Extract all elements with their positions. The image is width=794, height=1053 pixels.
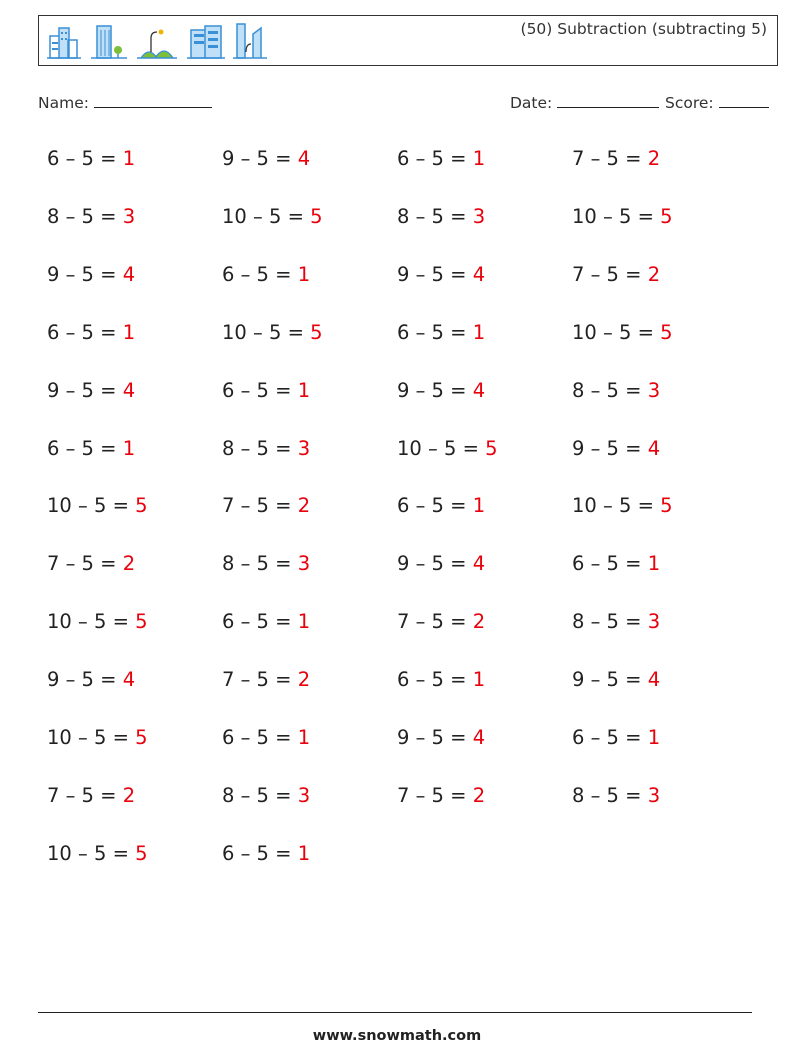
problem-item [397,205,485,228]
problem-item [47,784,135,807]
apartment-block-icon [187,22,225,60]
problem-question: 6 – 5 = [222,841,298,865]
problem-item [397,726,485,749]
problem-answer: 1 [647,726,661,749]
problem-item [47,147,135,170]
score-label: Score: [665,94,714,112]
problem-item [572,147,660,170]
problem-question: 9 – 5 = [397,378,473,402]
problem-item [47,437,135,460]
problem-question: 6 – 5 = [47,320,123,344]
problem-answer: 3 [122,204,136,228]
problem-question: 8 – 5 = [572,783,648,807]
city-building-icon [47,22,81,60]
problem-question: 7 – 5 = [397,783,473,807]
problem-question: 6 – 5 = [222,378,298,402]
problem-question: 10 – 5 = [572,494,661,518]
problem-item [572,552,660,575]
problem-question: 7 – 5 = [572,147,648,170]
problem-answer: 3 [297,436,311,460]
date-blank[interactable] [557,93,659,108]
problem-question: 10 – 5 = [47,841,136,865]
problem-question: 9 – 5 = [47,668,123,692]
problem-question: 10 – 5 = [47,494,136,518]
problem-question: 6 – 5 = [572,552,648,576]
problem-question: 7 – 5 = [47,783,123,807]
problem-answer: 1 [297,378,311,402]
problem-answer: 2 [122,783,136,807]
problem-item [47,552,135,575]
problem-answer: 5 [660,494,673,518]
problem-answer: 1 [647,552,661,576]
problem-answer: 3 [647,378,661,402]
problem-item [47,379,135,402]
problem-question: 8 – 5 = [572,378,648,402]
problem-item [222,147,310,170]
problem-question: 6 – 5 = [47,147,123,170]
problem-item [222,263,310,286]
problem-question: 6 – 5 = [397,494,473,518]
name-field[interactable] [38,93,212,112]
problem-question: 10 – 5 = [572,204,661,228]
problem-item [572,321,673,344]
problem-item [47,610,148,633]
problem-item [47,205,135,228]
problem-item [397,321,485,344]
problem-item [222,494,310,517]
problem-answer: 4 [472,378,486,402]
skyscrapers-icon [233,22,267,60]
problem-question: 8 – 5 = [222,783,298,807]
problem-item [397,147,485,170]
score-field[interactable] [665,93,769,112]
problem-question: 10 – 5 = [572,320,661,344]
problem-question: 7 – 5 = [397,610,473,634]
problem-answer: 1 [297,841,311,865]
problem-item [397,494,485,517]
problem-answer: 5 [310,320,323,344]
date-field[interactable] [510,93,659,112]
problem-answer: 1 [472,494,486,518]
problem-item [572,379,660,402]
problem-item [572,437,660,460]
problem-question: 10 – 5 = [47,610,136,634]
worksheet-header [38,15,778,66]
problem-answer: 3 [647,610,661,634]
problem-item [47,668,135,691]
problem-question: 6 – 5 = [222,262,298,286]
date-label: Date: [510,94,553,112]
problem-answer: 2 [472,610,486,634]
problem-question: 10 – 5 = [222,320,311,344]
problem-answer: 5 [660,204,673,228]
problem-question: 7 – 5 = [222,494,298,518]
problem-question: 7 – 5 = [222,668,298,692]
problem-question: 8 – 5 = [222,552,298,576]
problem-question: 6 – 5 = [397,668,473,692]
problem-answer: 2 [472,783,486,807]
problem-item [222,726,310,749]
problem-answer: 1 [297,726,311,749]
problem-question: 6 – 5 = [397,320,473,344]
problem-item [397,610,485,633]
problem-item [222,379,310,402]
problem-answer: 1 [472,668,486,692]
footer-url: www.snowmath.com [312,1028,482,1044]
problem-answer: 4 [122,668,136,692]
problem-answer: 4 [472,726,486,749]
problem-item [572,668,660,691]
problem-item [47,842,148,865]
problem-question: 6 – 5 = [222,726,298,749]
problem-answer: 1 [122,320,136,344]
office-tower-icon [91,22,127,60]
problem-answer: 3 [297,552,311,576]
problem-answer: 1 [122,436,136,460]
problem-answer: 3 [472,204,486,228]
problem-question: 9 – 5 = [47,262,123,286]
problem-answer: 1 [297,610,311,634]
problem-item [222,784,310,807]
problem-answer: 1 [297,262,311,286]
problem-question: 9 – 5 = [572,668,648,692]
problem-answer: 4 [122,378,136,402]
problem-item [397,437,498,460]
problem-answer: 5 [135,494,148,518]
problem-item [397,263,485,286]
problem-question: 7 – 5 = [47,552,123,576]
problem-question: 8 – 5 = [572,610,648,634]
problem-item [397,552,485,575]
problem-item [572,263,660,286]
problem-answer: 1 [472,320,486,344]
problem-question: 9 – 5 = [572,436,648,460]
problem-answer: 5 [135,610,148,634]
problem-answer: 4 [647,668,661,692]
problem-question: 9 – 5 = [222,147,298,170]
footer-divider [38,1012,752,1013]
score-blank[interactable] [719,93,769,108]
problem-question: 9 – 5 = [47,378,123,402]
problem-item [397,668,485,691]
problem-question: 8 – 5 = [222,436,298,460]
problem-question: 6 – 5 = [222,610,298,634]
name-blank[interactable] [94,93,212,108]
problem-answer: 4 [297,147,311,170]
problem-question: 6 – 5 = [47,436,123,460]
problem-question: 6 – 5 = [397,147,473,170]
problem-item [222,842,310,865]
problem-answer: 4 [647,436,661,460]
problem-answer: 4 [472,262,486,286]
problem-answer: 5 [660,320,673,344]
problem-item [222,610,310,633]
problem-answer: 1 [122,147,136,170]
problem-answer: 2 [647,262,661,286]
problem-item [397,379,485,402]
problem-item [222,552,310,575]
problem-answer: 5 [135,726,148,749]
problem-question: 8 – 5 = [397,204,473,228]
problem-item [47,494,148,517]
problem-question: 6 – 5 = [572,726,648,749]
problem-item [572,726,660,749]
problem-item [572,610,660,633]
problem-answer: 2 [297,668,311,692]
problem-item [572,494,673,517]
name-label: Name: [38,94,89,112]
problem-question: 9 – 5 = [397,262,473,286]
problem-question: 9 – 5 = [397,552,473,576]
problem-item [572,784,660,807]
problem-item [222,321,323,344]
problem-answer: 5 [310,204,323,228]
problem-question: 8 – 5 = [47,204,123,228]
problem-item [222,205,323,228]
problem-question: 7 – 5 = [572,262,648,286]
problem-item [397,784,485,807]
problem-item [222,668,310,691]
problem-answer: 5 [485,436,498,460]
problem-question: 10 – 5 = [47,726,136,749]
problem-item [222,437,310,460]
problem-answer: 3 [297,783,311,807]
problem-answer: 2 [297,494,311,518]
problem-question: 9 – 5 = [397,726,473,749]
problem-question: 10 – 5 = [397,436,486,460]
problem-item [47,321,135,344]
problem-item [572,205,673,228]
problem-item [47,263,135,286]
worksheet-title: (50) Subtraction (subtracting 5) [520,20,767,38]
problem-item [47,726,148,749]
problem-answer: 1 [472,147,486,170]
problem-answer: 2 [122,552,136,576]
problem-question: 10 – 5 = [222,204,311,228]
park-trees-icon [137,22,177,60]
problem-answer: 4 [122,262,136,286]
problem-answer: 2 [647,147,661,170]
problem-answer: 4 [472,552,486,576]
problem-answer: 5 [135,841,148,865]
problem-answer: 3 [647,783,661,807]
